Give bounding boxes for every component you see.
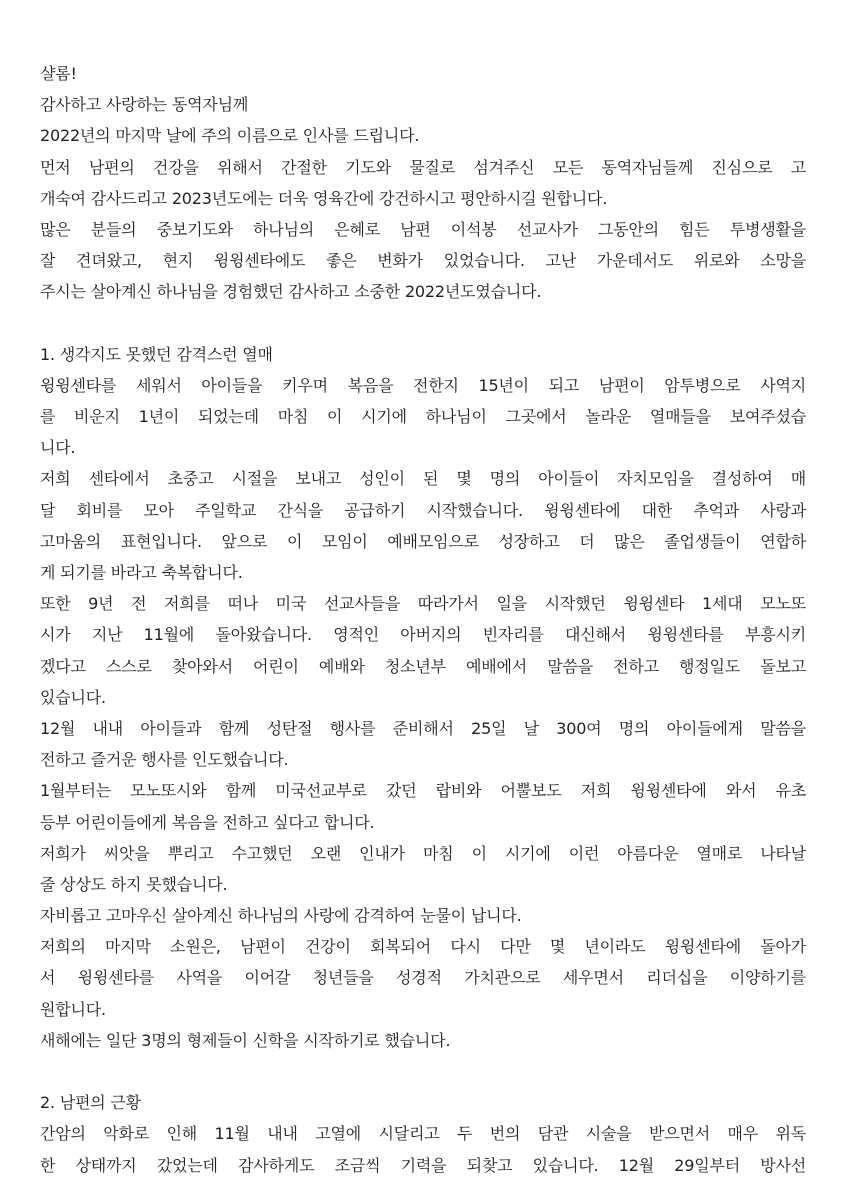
paragraph-line: 있습니다. bbox=[40, 687, 106, 707]
paragraph-line: 시가 지난 11월에 돌아왔습니다. 영적인 아버지의 빈자리를 대신해서 윙윙센타를 부흥시키 bbox=[40, 625, 806, 645]
paragraph-line: 개숙여 감사드리고 2023년도에는 더욱 영육간에 강건하시고 평안하시길 원합니다. bbox=[40, 188, 608, 208]
paragraph-line: 새해에는 일단 3명의 형제들이 신학을 시작하기로 했습니다. bbox=[40, 1030, 451, 1050]
paragraph-line: 또한 9년 전 저희를 떠나 미국 선교사들을 따라가서 일을 시작했던 윙윙센타 1세대 모노또 bbox=[40, 594, 806, 614]
paragraph-line: 원합니다. bbox=[40, 999, 106, 1019]
paragraph-line: 12월 내내 아이들과 함께 성탄절 행사를 준비해서 25일 날 300여 명의 아이들에게 말씀을 bbox=[40, 718, 806, 738]
paragraph-line: 한 상태까지 갔었는데 감사하게도 조금씩 기력을 되찾고 있습니다. 12월 29일부터 방사선 bbox=[40, 1155, 806, 1175]
salutation: 감사하고 사랑하는 동역자님께 bbox=[40, 95, 249, 115]
paragraph-line: 2022년의 마지막 날에 주의 이름으로 인사를 드립니다. bbox=[40, 126, 420, 146]
paragraph-line: 저희가 씨앗을 뿌리고 수고했던 오랜 인내가 마침 이 시기에 이런 아름다운 열매로 나타날 bbox=[40, 843, 806, 863]
paragraph-line: 고마움의 표현입니다. 앞으로 이 모임이 예배모임으로 성장하고 더 많은 졸업생들이 연합하 bbox=[40, 531, 806, 551]
paragraph-line: 먼저 남편의 건강을 위해서 간절한 기도와 물질로 섬겨주신 모든 동역자님들께 진심으로 고 bbox=[40, 157, 806, 177]
letter-document bbox=[40, 58, 806, 1181]
paragraph-line: 등부 어린이들에게 복음을 전하고 싶다고 합니다. bbox=[40, 812, 375, 832]
paragraph-line: 저희 센타에서 초중고 시절을 보내고 성인이 된 몇 명의 아이들이 자치모임을 결성하여 매 bbox=[40, 469, 806, 489]
paragraph-line: 간암의 악화로 인해 11월 내내 고열에 시달리고 두 번의 담관 시술을 받으면서 매우 위독 bbox=[40, 1124, 806, 1144]
paragraph-line: 잘 견뎌왔고, 현지 윙윙센타에도 좋은 변화가 있었습니다. 고난 가운데서도 위로와 소망을 bbox=[40, 251, 806, 271]
paragraph-line: 겠다고 스스로 찾아와서 어린이 예배와 청소년부 예배에서 말씀을 전하고 행정일도 돌보고 bbox=[40, 656, 806, 676]
spacer bbox=[40, 1056, 806, 1087]
paragraph-line: 서 윙윙센타를 사역을 이어갈 청년들을 성경적 가치관으로 세우면서 리더십을 이양하기를 bbox=[40, 968, 806, 988]
paragraph-line: 줄 상상도 하지 못했습니다. bbox=[40, 874, 228, 894]
paragraph-line: 전하고 즐거운 행사를 인도했습니다. bbox=[40, 750, 289, 770]
paragraph-line: 달 회비를 모아 주일학교 간식을 공급하기 시작했습니다. 윙윙센타에 대한 추억과 사랑과 bbox=[40, 500, 806, 520]
section-heading: 1. 생각지도 못했던 감격스런 열매 bbox=[40, 344, 273, 364]
paragraph-line: 를 비운지 1년이 되었는데 마침 이 시기에 하나님이 그곳에서 놀라운 열매들을 보여주셨습 bbox=[40, 407, 806, 427]
paragraph-line: 주시는 살아계신 하나님을 경험했던 감사하고 소중한 2022년도였습니다. bbox=[40, 282, 542, 302]
section-heading: 2. 남편의 근황 bbox=[40, 1093, 141, 1113]
paragraph-line: 자비롭고 고마우신 살아계신 하나님의 사랑에 감격하여 눈물이 납니다. bbox=[40, 906, 522, 926]
paragraph-line: 1월부터는 모노또시와 함께 미국선교부로 갔던 랍비와 어뿔보도 저희 윙윙센타에 와서 유초 bbox=[40, 781, 806, 801]
paragraph-line: 저희의 마지막 소원은, 남편이 건강이 회복되어 다시 다만 몇 년이라도 윙윙센타에 돌아가 bbox=[40, 937, 806, 957]
paragraph-line: 많은 분들의 중보기도와 하나님의 은혜로 남편 이석봉 선교사가 그동안의 힘든 투병생활을 bbox=[40, 219, 806, 239]
paragraph-line: 윙윙센타를 세워서 아이들을 키우며 복음을 전한지 15년이 되고 남편이 암투병으로 사역지 bbox=[40, 375, 806, 395]
paragraph-line: 니다. bbox=[40, 438, 76, 458]
paragraph-line: 게 되기를 바라고 축복합니다. bbox=[40, 563, 243, 582]
greeting: 샬롬! bbox=[40, 64, 77, 83]
spacer bbox=[40, 308, 806, 339]
